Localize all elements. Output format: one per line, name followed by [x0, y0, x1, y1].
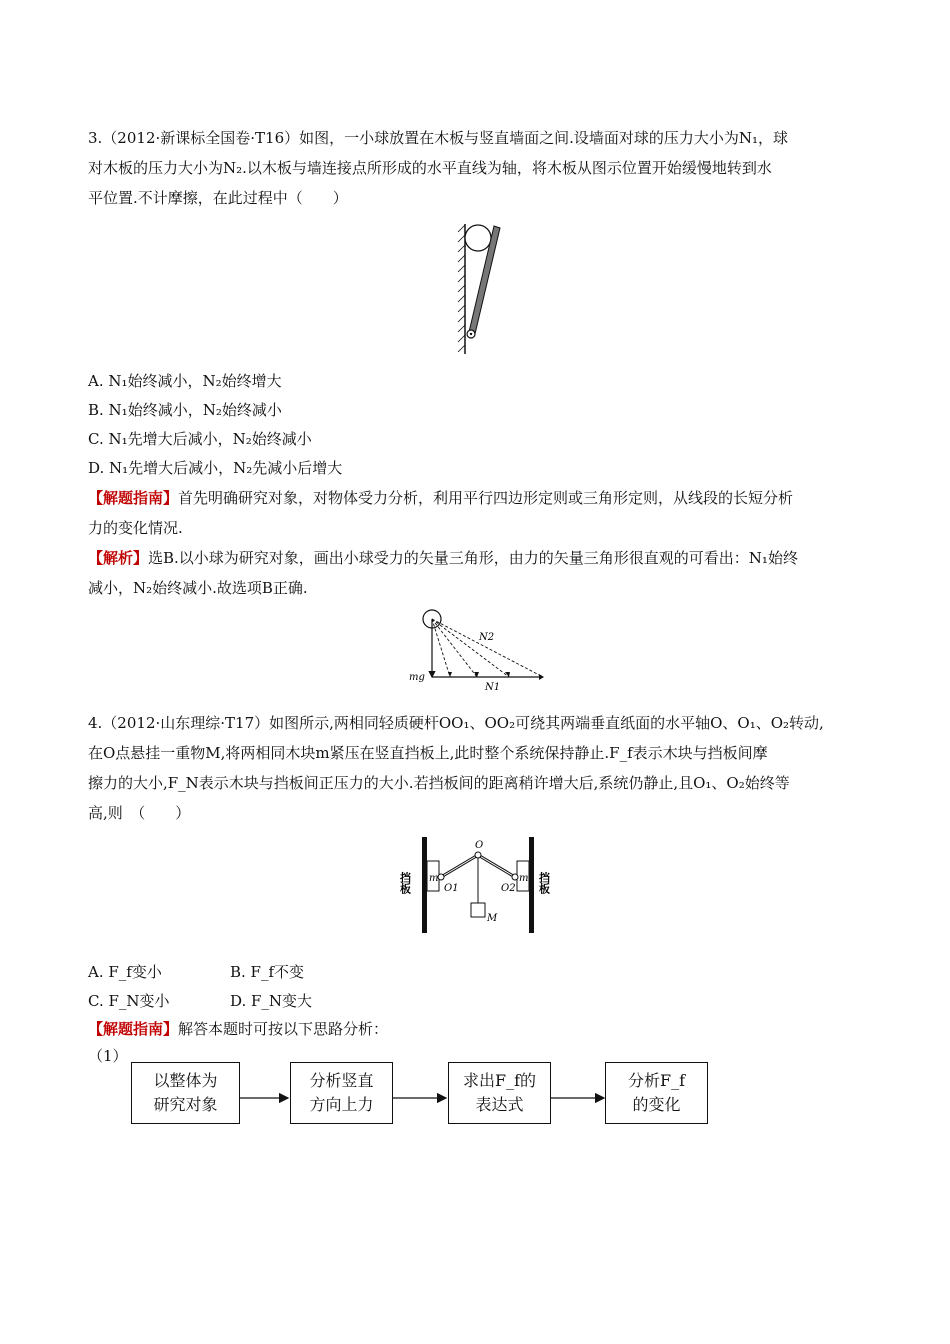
q4-stem — [88, 708, 868, 828]
label-o1: O1 — [444, 883, 459, 894]
label-n1: N1 — [485, 682, 501, 690]
q3-option-c: C. N₁先增大后减小，N₂始终减小 — [88, 430, 312, 448]
guide-text: 解答本题时可按以下思路分析： — [178, 1020, 389, 1038]
q3-guide — [88, 483, 868, 543]
q3-stem-line: 平位置.不计摩擦，在此过程中（ ） — [88, 189, 348, 207]
flow-box-text: 分析竖直 方向上力 — [309, 1071, 374, 1114]
wall — [458, 224, 465, 354]
q3-analysis — [88, 543, 868, 603]
q4-stem-line: 擦力的大小,F_N表示木块与挡板间正压力的大小.若挡板间的距离稍许增大后,系统仍静止,且O₁、O₂始终等 — [88, 774, 790, 792]
q4-stem-line: 4.（2012·山东理综·T17）如图所示,两相同轻质硬杆OO₁、OO₂可绕其两端垂直纸面的水平轴O、O₁、O₂转动, — [88, 714, 824, 732]
label-o: O — [475, 840, 484, 851]
board-label-right: 挡板 — [537, 872, 551, 894]
label-m-right: m — [519, 873, 529, 884]
analysis-text: 减小，N₂始终减小.故选项B正确. — [88, 579, 308, 597]
flow-box-1 — [131, 1062, 240, 1124]
flow-box-text: 分析F_f 的变化 — [627, 1071, 686, 1114]
flow-box-2 — [290, 1062, 393, 1124]
q3-stem-line: 3.（2012·新课标全国卷·T16）如图，一小球放置在木板与竖直墙面之间.设墙面对球的压力大小为N₁，球 — [88, 129, 789, 147]
label-o2: O2 — [501, 883, 516, 894]
q4-option-a: A. F_f变小 — [88, 963, 162, 981]
q4-option-d: D. F_N变大 — [230, 992, 313, 1010]
q3-option-b: B. N₁始终减小，N₂始终减小 — [88, 401, 282, 419]
analysis-tag: 【解析】 — [88, 549, 149, 567]
flow-box-4 — [605, 1062, 708, 1124]
guide-text: 首先明确研究对象，对物体受力分析，利用平行四边形定则或三角形定则，从线段的长短分析 — [178, 489, 794, 507]
rods-boards-figure — [396, 834, 562, 936]
guide-tag: 【解题指南】 — [88, 1020, 179, 1038]
flow-box-text: 以整体为 研究对象 — [153, 1071, 218, 1114]
q3-option-a: A. N₁始终减小，N₂始终增大 — [88, 372, 282, 390]
flow-box-text: 求出F_f的 表达式 — [462, 1071, 537, 1114]
weight-M — [471, 903, 485, 917]
board-label-left: 挡板 — [398, 872, 412, 894]
q4-stem-line: 在O点悬挂一重物M,将两相同木块m紧压在竖直挡板上,此时整个系统保持静止.F_f表示木块与挡板间摩 — [88, 744, 768, 762]
q4-guide — [88, 1014, 868, 1044]
q3-stem — [88, 123, 868, 213]
vector-triangle-figure — [405, 606, 555, 690]
q3-option-d: D. N₁先增大后减小，N₂先减小后增大 — [88, 459, 343, 477]
label-m-left: m — [429, 873, 439, 884]
right-board — [529, 837, 534, 933]
q4-option-b: B. F_f不变 — [230, 963, 305, 981]
flow-box-3 — [448, 1062, 551, 1124]
guide-tag: 【解题指南】 — [88, 489, 179, 507]
left-board — [422, 837, 427, 933]
q4-stem-line: 高,则 （ ） — [88, 804, 191, 822]
flow-index: （1） — [88, 1047, 128, 1065]
q4-option-c: C. F_N变小 — [88, 992, 170, 1010]
label-mg: mg — [409, 672, 425, 683]
ball-board-figure — [455, 222, 515, 356]
analysis-text: 选B.以小球为研究对象，画出小球受力的矢量三角形，由力的矢量三角形很直观的可看出：N₁始终 — [148, 549, 798, 567]
q3-stem-line: 对木板的压力大小为N₂.以木板与墙连接点所形成的水平直线为轴，将木板从图示位置开始缓慢地转到水 — [88, 159, 772, 177]
ball — [465, 225, 491, 251]
label-M: M — [487, 913, 498, 924]
label-n2: N2 — [479, 632, 495, 643]
guide-text: 力的变化情况. — [88, 519, 183, 537]
